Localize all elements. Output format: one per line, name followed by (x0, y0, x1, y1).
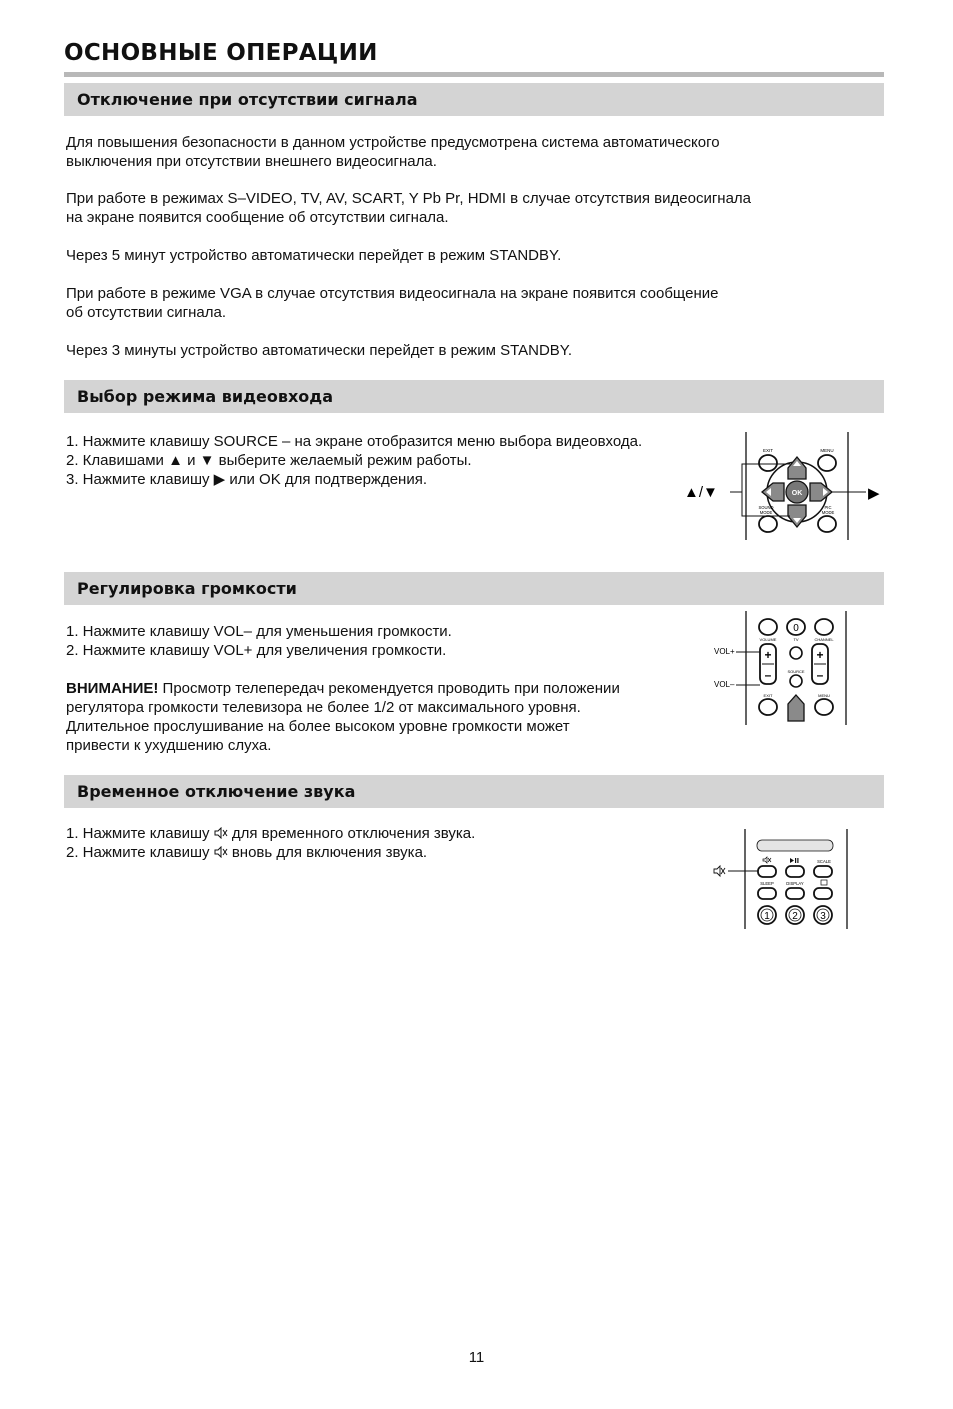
exit-label: EXIT (763, 693, 773, 698)
section-heading-input-select (64, 380, 884, 413)
paragraph: Для повышения безопасности в данном устройстве предусмотрена система автоматического выключения при отсутствии внешнего видеосигнала. (66, 134, 720, 170)
paragraph: При работе в режимах S–VIDEO, TV, AV, SCART, Y Pb Pr, HDMI в случае отсутствия видеосигнала на экране появится сообщение об отсутствии сигнала. (66, 190, 752, 226)
up-down-callout: ▲/▼ (684, 484, 718, 501)
digit-zero-label: 0 (793, 623, 799, 634)
pic-mode-button (818, 516, 836, 532)
up-button (788, 457, 806, 479)
source-button (790, 675, 802, 687)
volume-label: VOLUME (759, 637, 777, 642)
menu-button (818, 455, 836, 471)
up-button (788, 695, 804, 721)
left-button (762, 483, 784, 501)
down-button (788, 505, 806, 527)
source-label: SOURCE (787, 669, 805, 674)
display-label: DISPLAY (786, 881, 804, 886)
channel-label: CHANNEL (814, 637, 834, 642)
digit-three-label: 3 (820, 911, 826, 922)
title-rule (64, 72, 884, 77)
scale-label: SCALE (817, 859, 831, 864)
right-callout: ▶ (868, 485, 880, 502)
section-heading-volume (64, 572, 884, 605)
mute-icon (214, 846, 228, 858)
play-pause-button (786, 866, 804, 877)
tv-label: TV (793, 637, 799, 642)
menu-label: MENU (818, 693, 830, 698)
warning-label: ВНИМАНИЕ! (66, 680, 159, 697)
sound-mode-button (759, 516, 777, 532)
digit-two-label: 2 (792, 911, 798, 922)
paragraph: Через 5 минут устройство автоматически перейдет в режим STANDBY. (66, 247, 562, 264)
recall-button (759, 619, 777, 635)
remote-mute-illustration (710, 829, 855, 931)
mute-icon (763, 857, 771, 863)
sound-mode-label: MODE (759, 510, 773, 515)
right-button (810, 483, 832, 501)
remote-volume-illustration (706, 611, 856, 729)
section-heading-text: Регулировка громкости (77, 579, 297, 598)
steps-list: 1. Нажмите клавишу SOURCE – на экране отобразится меню выбора видеовхода. 2. Клавишами ▲ и ▼ выберите желаемый режим работы. 3. Нажмите клавишу ▶ или OK для подтверждения. (66, 433, 643, 488)
page-title: ОСНОВНЫЕ ОПЕРАЦИИ (64, 40, 378, 66)
steps-list: 1. Нажмите клавишу VOL– для уменьшения громкости. 2. Нажмите клавишу VOL+ для увеличения громкости. (66, 623, 452, 659)
exit-button (759, 699, 777, 715)
pic-mode-label: MODE (821, 510, 835, 515)
pic-mode-label: PIC (824, 505, 832, 510)
menu-button (815, 699, 833, 715)
volume-plus-label: + (764, 648, 772, 662)
digit-one-label: 1 (764, 911, 770, 922)
channel-plus-label: + (816, 648, 824, 662)
vol-plus-callout: VOL+ (714, 647, 735, 656)
channel-minus-label: – (816, 668, 824, 682)
menu-label: MENU (820, 448, 834, 453)
display-strip (757, 840, 833, 851)
vol-minus-callout: VOL– (714, 680, 735, 689)
section-heading-no-signal (64, 83, 884, 116)
volume-minus-label: – (764, 668, 772, 682)
mute-button (758, 866, 776, 877)
teletext-icon (821, 880, 827, 885)
section-heading-mute (64, 775, 884, 808)
section-heading-text: Выбор режима видеовхода (77, 387, 333, 406)
play-pause-icon (790, 858, 799, 863)
tv-button (790, 647, 802, 659)
exit-button (759, 455, 777, 471)
mute-callout-icon (714, 866, 725, 876)
section-heading-text: Отключение при отсутствии сигнала (77, 90, 418, 109)
paragraph: Через 3 минуты устройство автоматически перейдет в режим STANDBY. (66, 342, 573, 359)
swap-button (815, 619, 833, 635)
sleep-label: SLEEP (760, 881, 774, 886)
mute-icon (214, 827, 228, 839)
remote-navigation-illustration (680, 432, 885, 542)
ok-label: OK (791, 490, 803, 497)
sound-mode-label: SOUND (758, 505, 774, 510)
sleep-button (758, 888, 776, 899)
warning-paragraph: ВНИМАНИЕ! Просмотр телепередач рекомендуется проводить при положении регулятора громкости телевизора не более 1/2 от максимального уровня. Длительное прослушивание на более высоком уровне громкости может привести к ухудшению слуха. (66, 680, 620, 754)
steps-list: 1. Нажмите клавишу для временного отключения звука. 2. Нажмите клавишу вновь для включения звука. (66, 825, 476, 861)
teletext-button (814, 888, 832, 899)
scale-button (814, 866, 832, 877)
paragraph: При работе в режиме VGA в случае отсутствия видеосигнала на экране появится сообщение об отсутствии сигнала. (66, 285, 719, 321)
page-number: 11 (468, 1349, 485, 1366)
section-heading-text: Временное отключение звука (77, 782, 356, 801)
display-button (786, 888, 804, 899)
exit-label: EXIT (762, 448, 774, 453)
